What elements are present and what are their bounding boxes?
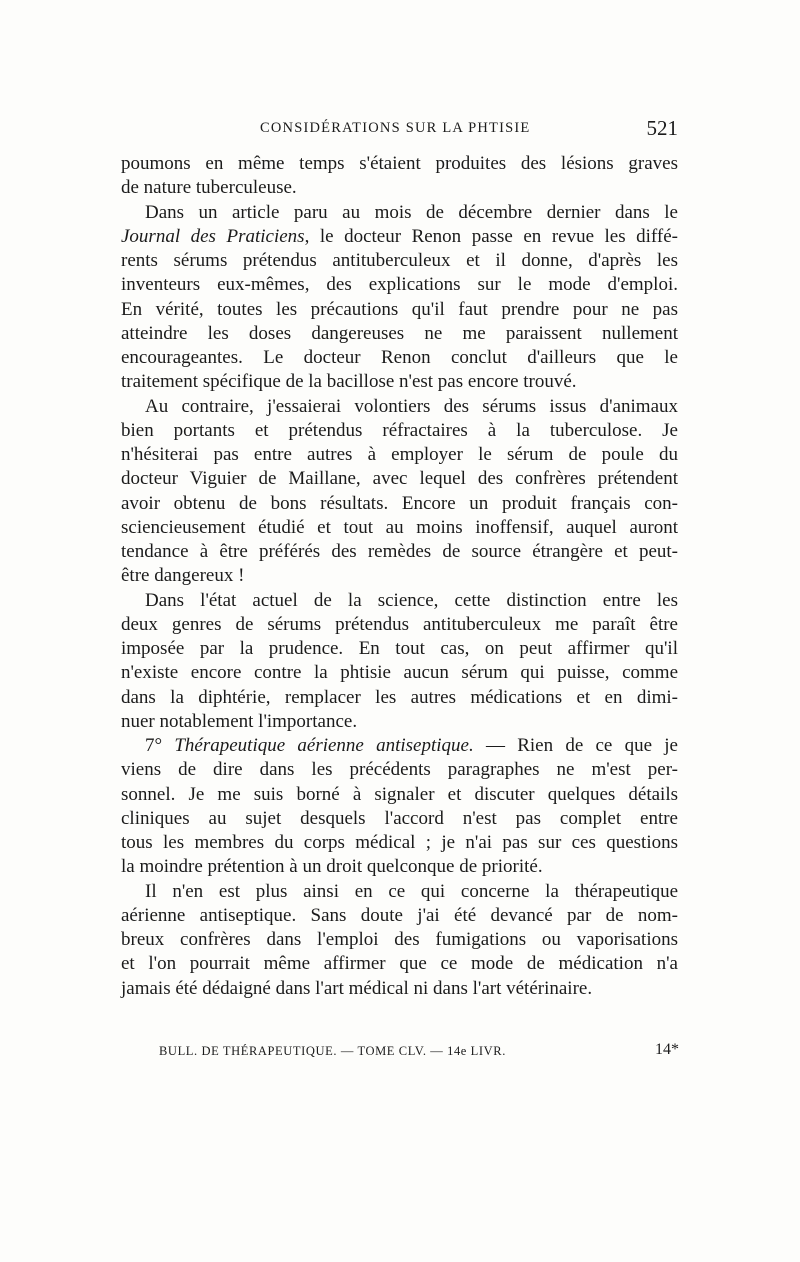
text-line: Dans l'état actuel de la science, cette distinction entre les	[145, 589, 678, 611]
text-line: Au contraire, j'essaierai volontiers des sérums issus d'animaux	[145, 395, 678, 417]
text-line: imposée par la prudence. En tout cas, on peut affirmer qu'il	[121, 638, 678, 659]
page-number: 521	[646, 116, 678, 140]
text-run: , le docteur Renon passe en revue les diffé-	[304, 225, 679, 247]
text-line: bien portants et prétendus réfractaires à la tuberculose. Je	[121, 419, 678, 441]
text-line: En vérité, toutes les précautions qu'il faut prendre pour ne pas	[121, 298, 678, 320]
text-line: inventeurs eux-mêmes, des explications sur le mode d'emploi.	[121, 274, 678, 296]
text-line: sonnel. Je me suis borné à signaler et discuter quelques détails	[121, 783, 678, 805]
text-line: et l'on pourrait même affirmer que ce mode de médication n'a	[121, 953, 678, 975]
text-run: — Rien de ce que je	[473, 735, 678, 756]
text-line: Dans un article paru au mois de décembre dernier dans le	[145, 201, 678, 223]
text-line: avoir obtenu de bons résultats. Encore un produit français con-	[121, 492, 678, 514]
running-title: CONSIDÉRATIONS SUR LA PHTISIE	[260, 120, 531, 136]
text-line: la moindre prétention à un droit quelconque de priorité.	[121, 856, 543, 878]
text-line: n'hésiterai pas entre autres à employer le sérum de poule du	[121, 444, 678, 465]
section-number: 7°	[145, 735, 175, 756]
body-text	[121, 152, 678, 1001]
page-footer	[159, 1041, 679, 1064]
text-line: cliniques au sujet desquels l'accord n'est pas complet entre	[121, 807, 678, 829]
text-line: tendance à être préférés des remèdes de source étrangère et peut-	[121, 541, 678, 562]
text-line: nuer notablement l'importance.	[121, 710, 358, 732]
text-line: encourageantes. Le docteur Renon conclut d'ailleurs que le	[121, 347, 678, 368]
journal-title: Journal des Praticiens	[121, 225, 305, 247]
text-line: rents sérums prétendus antituberculeux et il donne, d'après les	[121, 250, 678, 271]
signature-mark: 14*	[655, 1041, 679, 1058]
text-line: breux confrères dans l'emploi des fumigations ou vaporisations	[121, 929, 678, 950]
section-heading: Thérapeutique aérienne antiseptique.	[174, 735, 474, 756]
text-line: poumons en même temps s'étaient produites des lésions graves	[121, 153, 678, 174]
running-head	[122, 118, 678, 142]
text-line	[121, 734, 678, 758]
text-line	[121, 225, 678, 249]
text-line: être dangereux !	[121, 565, 245, 587]
text-line: de nature tuberculeuse.	[121, 177, 297, 199]
text-line: aérienne antiseptique. Sans doute j'ai été devancé par de nom-	[121, 904, 678, 926]
text-line: docteur Viguier de Maillane, avec lequel des confrères prétendent	[121, 468, 678, 490]
text-line: atteindre les doses dangereuses ne me paraissent nullement	[121, 322, 678, 344]
text-line: traitement spécifique de la bacillose n'est pas encore trouvé.	[121, 371, 577, 393]
text-line: dans la diphtérie, remplacer les autres médications et en dimi-	[121, 686, 678, 708]
footer-reference: BULL. DE THÉRAPEUTIQUE. — TOME CLV. — 14e LIVR.	[159, 1044, 506, 1058]
text-line: tous les membres du corps médical ; je n'ai pas sur ces questions	[121, 832, 678, 853]
text-line: viens de dire dans les précédents paragraphes ne m'est per-	[121, 759, 678, 781]
text-line: deux genres de sérums prétendus antituberculeux me paraît être	[121, 613, 678, 635]
text-line: n'existe encore contre la phtisie aucun sérum qui puisse, comme	[121, 662, 678, 684]
text-line: jamais été dédaigné dans l'art médical ni dans l'art vétérinaire.	[121, 977, 593, 999]
text-line: Il n'en est plus ainsi en ce qui concerne la thérapeutique	[145, 880, 678, 902]
text-line: sciencieusement étudié et tout au moins inoffensif, auquel auront	[121, 516, 678, 538]
